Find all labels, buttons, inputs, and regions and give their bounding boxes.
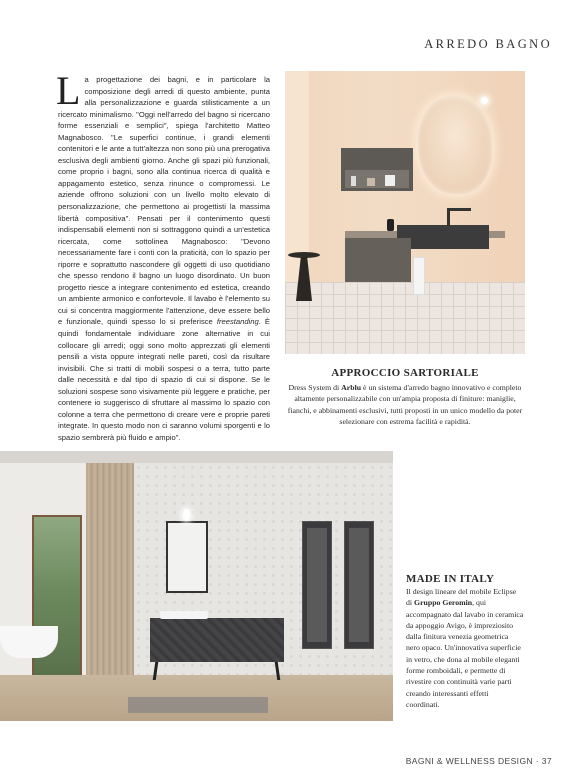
caption-top [285,367,525,428]
caption-title: APPROCCIO SARTORIALE [331,367,479,379]
pendant-lamp [183,509,190,521]
soap-bottle [387,219,394,231]
caption-title: MADE IN ITALY [406,573,495,585]
photo-floor-tiles [285,282,525,354]
rug [128,697,268,713]
caption-bottom [406,573,524,710]
section-title: ARREDO BAGNO [424,37,552,51]
article-text-start: a progettazione dei bagni, e in particolare la composizione degli arredi di questo ambiente, punta alla personalizzazione e guarda stilisticamente a un ricercato minimalismo. "Oggi nell'arredo del bagno si ricercano forme essenziali e semplici", spiega l'architetto Matteo Magnabosco. "Le superfici continue, i grandi elementi contenitori e le ante a tutt'altezza non sono più una prerogativa esclusiva degli ambienti giorno. Anche gli spazi più funzionali, come proprio i bagni, sono alla continua ricerca di qualità e appagamento estetico, senza rinunce o compromessi. Le aziende offrono soluzioni con un livello molto elevato di personalizzazione, che permettono ai progettisti la massima libertà compositiva". Pensati per il contenimento questi indispensabili elementi non si sottraggono quindi a un'estetica ricercata, come sottolinea Magnabosco: "Devono necessariamente fare i conti con la praticità, con lo spazio per riporre e soprattutto nascondere gli oggetti di uso quotidiano che spesso rendono il bagno un luogo disordinato. Un buon progetto riesce a integrare contenimento ed estetica, creando un ambiente armonico e confortevole. Il lavabo è l'elemento su cui si concentra maggiormente l'attenzione, deve essere bello e funzionale, quindi spesso lo si preferisce [58,75,270,327]
mirror [166,521,208,593]
brand-name: Arblu [341,383,362,392]
eclipse-vanity [150,618,284,662]
tall-cabinet-left [302,521,332,649]
towel [413,257,425,295]
brand-name: Gruppo Geromin [414,598,473,608]
page-footer: BAGNI & WELLNESS DESIGN · 37 [405,756,552,766]
caption-text: Il design lineare del mobile Eclipse di Gruppo Geromin, qui accompagnato dal lavabo in ceramica da appoggio Avigo, è impreziosito dalla finitura venezia geometrica nero opaco. Un'innovativa superficie in vetro, che dona al mobile eleganti forme romboidali, e permette di rivestire con continuità varie parti creando interessanti effetti coordinati. [406,587,524,709]
article-text-italic: freestanding [216,317,259,327]
article-text-end: . È quindi fondamentale individuare zone alternative in cui collocare gli arredi; oggi sono molto apprezzati gli elementi pensili a vista oppure integrati nelle pareti, così da risultare invisibili. Che si tratti di mobili sospesi o a terra, tutto parte dalle necessità e dal tipo di spazio di cui si dispone. Se le soluzioni sospese sono visivamente più leggere e pratiche, per contenere io suggerisco di sfruttare al massimo lo spazio con colonne a terra che permettono di creare vere e proprie pareti integrate. In questo modo non ci saranno volumi sporgenti e lo spazio sembrerà più fluido e ampio". [58,317,270,442]
window-garden [32,515,82,685]
vanity-cabinet [345,238,411,282]
photo-geromin-bathroom [0,451,393,721]
caption-text: Dress System di Arblu è un sistema d'arredo bagno innovativo e completo altamente personalizzabile con un'ampia proposta di finiture: maniglie, fianchi, e abbinamenti esclusivi, tutti proposti in un unico modello da poter selezionare con estrema facilità e rapidità. [287,383,523,427]
backlit-mirror [418,96,492,194]
article-body [56,68,270,444]
mirror-light [481,97,488,104]
bathtub [0,626,58,658]
photo-arblu-bathroom [285,71,525,354]
wall-shelf [341,148,413,191]
dropcap: L [56,68,81,113]
tall-cabinet-right [344,521,374,649]
avigo-washbasin [160,611,208,619]
